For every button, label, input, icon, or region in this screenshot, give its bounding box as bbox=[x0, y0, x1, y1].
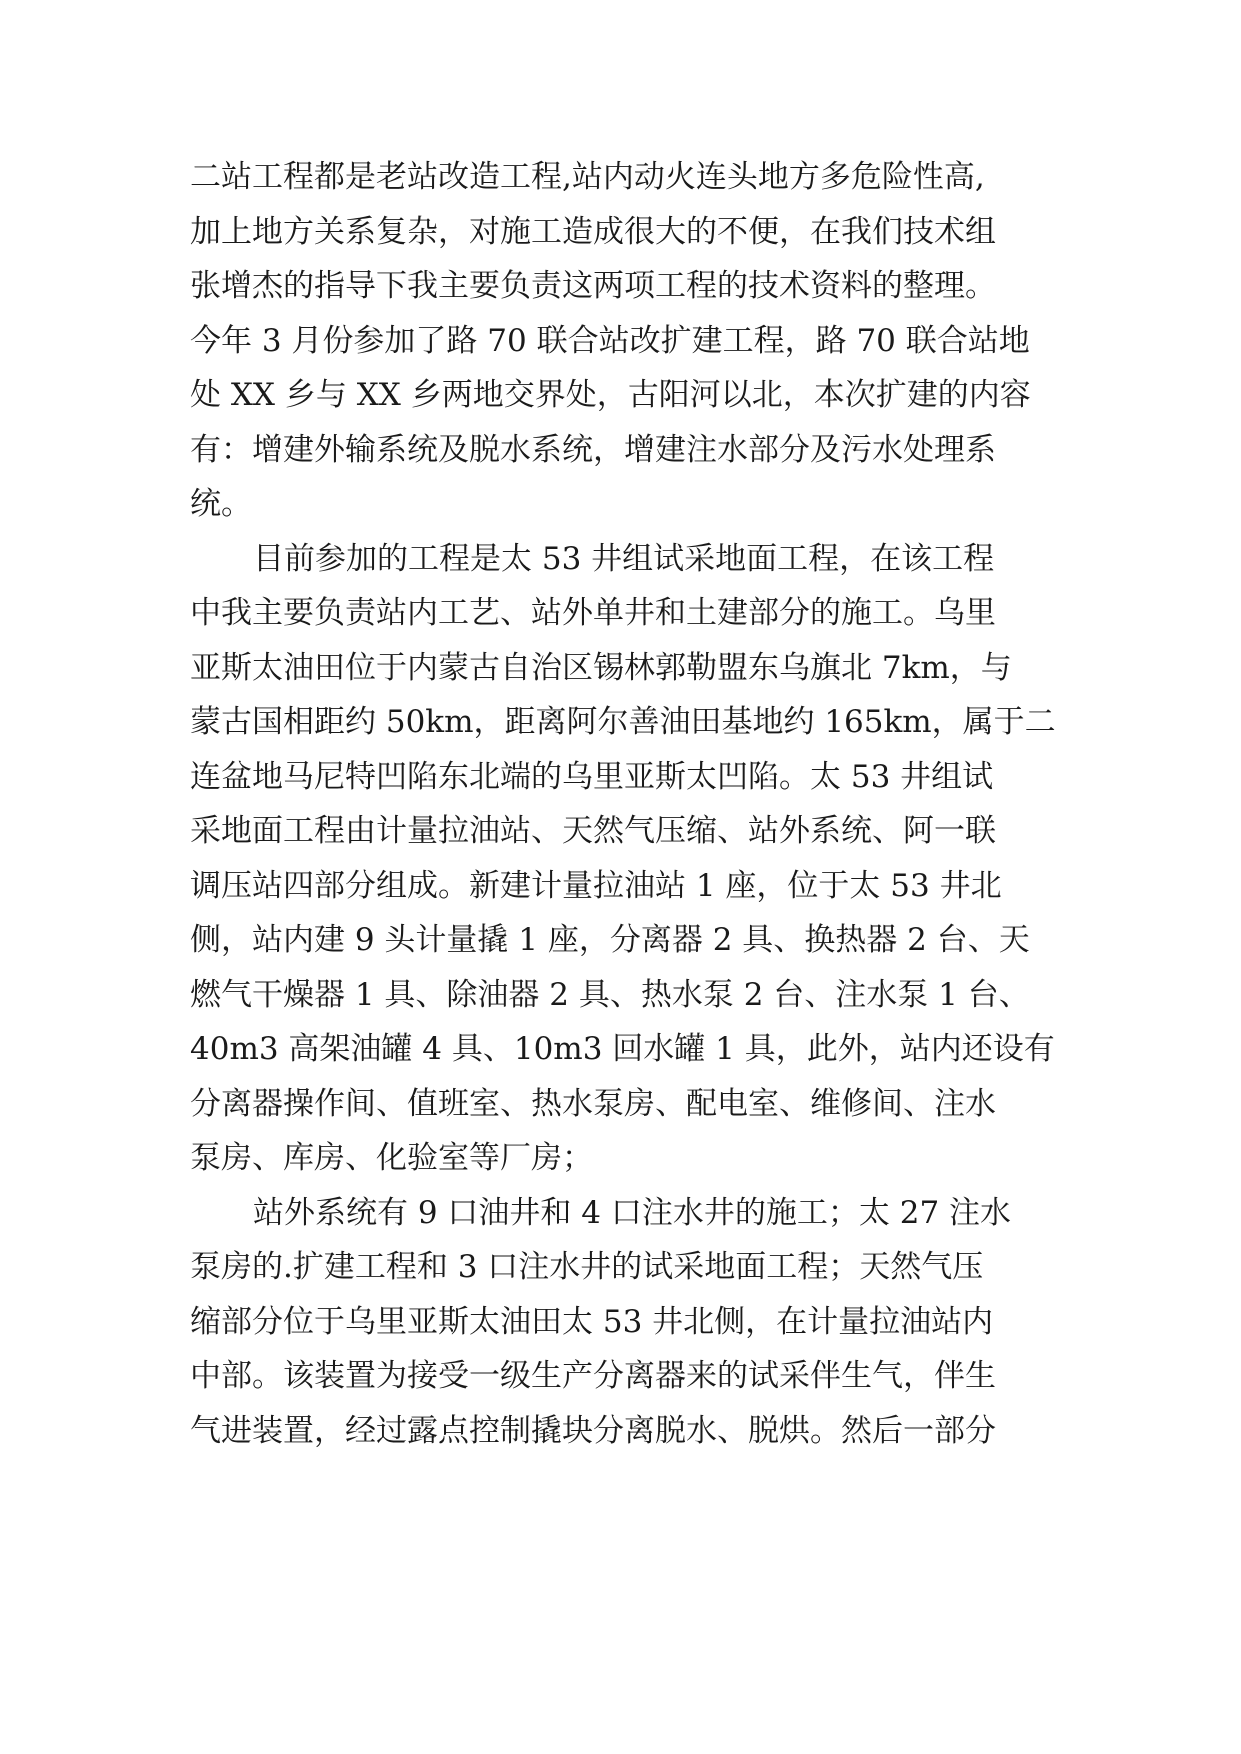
text-line: 40m3 高架油罐 4 具、10m3 回水罐 1 具，此外，站内还设有 bbox=[190, 1031, 1055, 1067]
text-line: 蒙古国相距约 50km，距离阿尔善油田基地约 165km，属于二 bbox=[190, 704, 1056, 740]
text-line: 二站工程都是老站改造工程,站内动火连头地方多危险性高, bbox=[190, 159, 985, 195]
text-line: 分离器操作间、值班室、热水泵房、配电室、维修间、注水 bbox=[190, 1085, 996, 1122]
text-line: 中部。该装置为接受一级生产分离器来的试采伴生气，伴生 bbox=[190, 1358, 996, 1394]
document-body bbox=[190, 150, 1090, 1458]
text-line: 调压站四部分组成。新建计量拉油站 1 座，位于太 53 井北 bbox=[190, 867, 1002, 904]
text-line: 侧，站内建 9 头计量撬 1 座，分离器 2 具、换热器 2 台、天 bbox=[190, 922, 1030, 958]
text-line: 连盆地马尼特凹陷东北端的乌里亚斯太凹陷。太 53 井组试 bbox=[190, 758, 994, 795]
text-line: 张增杰的指导下我主要负责这两项工程的技术资料的整理。 bbox=[190, 268, 996, 304]
text-line: 今年 3 月份参加了路 70 联合站改扩建工程，路 70 联合站地 bbox=[190, 322, 1030, 359]
text-line: 亚斯太油田位于内蒙古自治区锡林郭勒盟东乌旗北 7km，与 bbox=[190, 649, 1012, 686]
text-line: 燃气干燥器 1 具、除油器 2 具、热水泵 2 台、注水泵 1 台、 bbox=[190, 976, 1030, 1013]
text-line: 处 XX 乡与 XX 乡两地交界处，古阳河以北，本次扩建的内容 bbox=[190, 377, 1031, 413]
text-line: 有：增建外输系统及脱水系统，增建注水部分及污水处理系 bbox=[190, 431, 996, 468]
text-line: 加上地方关系复杂，对施工造成很大的不便，在我们技术组 bbox=[190, 213, 996, 250]
text-line: 泵房、库房、化验室等厂房； bbox=[190, 1140, 593, 1176]
text-line: 中我主要负责站内工艺、站外单井和土建部分的施工。乌里 bbox=[190, 595, 996, 631]
text-line: 缩部分位于乌里亚斯太油田太 53 井北侧，在计量拉油站内 bbox=[190, 1303, 994, 1340]
paragraph-first-line: 站外系统有 9 口油井和 4 口注水井的施工；太 27 注水 bbox=[253, 1194, 1012, 1231]
text-line: 统。 bbox=[190, 486, 252, 522]
text-line: 泵房的.扩建工程和 3 口注水井的试采地面工程；天然气压 bbox=[190, 1249, 984, 1285]
paragraph-first-line: 目前参加的工程是太 53 井组试采地面工程，在该工程 bbox=[253, 540, 995, 577]
text-line: 气进装置，经过露点控制撬块分离脱水、脱烘。然后一部分 bbox=[190, 1412, 996, 1449]
text-line: 采地面工程由计量拉油站、天然气压缩、站外系统、阿一联 bbox=[190, 813, 996, 849]
